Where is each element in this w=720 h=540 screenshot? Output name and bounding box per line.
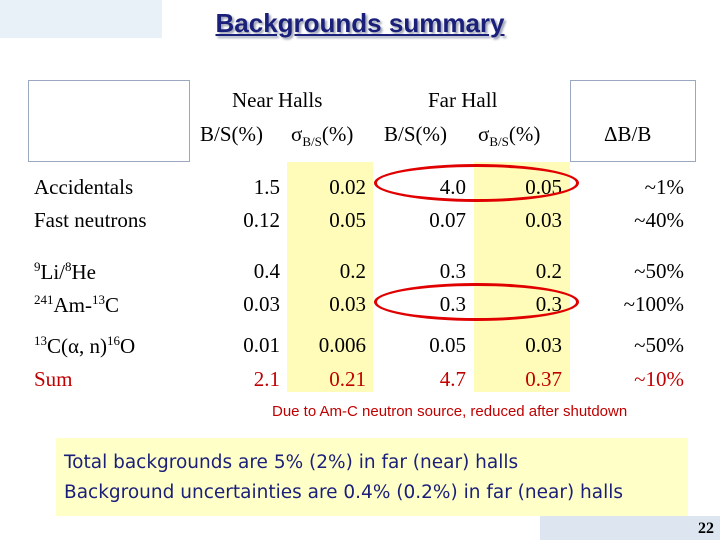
cell-near-bs: 0.03 (243, 292, 280, 316)
summary-line-uncertainty: Background uncertainties are 0.4% (0.2%) in far (near) halls (64, 482, 624, 503)
summary-line-total: Total backgrounds are 5% (2%) in far (near) halls (64, 452, 519, 473)
cell-near-bs: 0.4 (253, 259, 280, 283)
page-title: Backgrounds summary (215, 8, 505, 38)
cell-near-bs: 1.5 (253, 175, 280, 199)
label-part: Li/ (40, 260, 65, 284)
row-label-li-he (34, 259, 96, 285)
label-part: Am- (53, 293, 92, 317)
row-label-c-alpha-n-o (34, 333, 135, 359)
footer-bar (540, 516, 720, 540)
row-label-fast-neutrons: Fast neutrons (34, 208, 147, 232)
header-far-hall: Far Hall (428, 88, 498, 112)
cell-delta: ~100% (623, 292, 684, 316)
sigma-symbol: σ (478, 122, 490, 146)
header-delta-box (570, 80, 696, 162)
superscript: 241 (34, 292, 54, 307)
label-part: He (71, 260, 96, 284)
label-part: C (105, 293, 120, 317)
superscript: 16 (107, 333, 120, 348)
am-c-far-highlight-ellipse (374, 283, 579, 321)
label-part: O (120, 334, 136, 358)
header-far-sigma (478, 122, 540, 150)
cell-far-bs: 4.0 (439, 175, 466, 199)
am-c-footnote: Due to Am-C neutron source, reduced after shutdown (272, 403, 628, 420)
header-near-bs: B/S(%) (200, 122, 263, 146)
cell-near-bs: 0.12 (243, 208, 280, 232)
row-label-sum: Sum (34, 367, 73, 391)
sigma-symbol: σ (291, 122, 303, 146)
superscript: 9 (34, 259, 41, 274)
cell-far-sigma: 0.3 (535, 292, 562, 316)
cell-delta: ~10% (634, 367, 684, 391)
header-delta: ΔB/B (604, 122, 652, 146)
header-near-sigma (291, 122, 353, 150)
row-label-am-c (34, 292, 119, 318)
cell-far-sigma: 0.05 (525, 175, 562, 199)
header-label-box (28, 80, 190, 162)
sigma-tail: (%) (508, 122, 541, 146)
cell-near-bs: 0.01 (243, 333, 280, 357)
cell-far-sigma: 0.2 (535, 259, 562, 283)
cell-near-sigma: 0.02 (329, 175, 366, 199)
cell-far-sigma: 0.37 (525, 367, 562, 391)
sigma-subscript: B/S (302, 134, 322, 150)
summary-text (64, 448, 623, 508)
cell-delta: ~50% (634, 259, 684, 283)
cell-far-sigma: 0.03 (525, 333, 562, 357)
superscript: 8 (65, 259, 72, 274)
accidentals-far-highlight-ellipse (374, 164, 579, 202)
header-near-halls: Near Halls (232, 88, 323, 112)
sigma-tail: (%) (321, 122, 354, 146)
cell-near-sigma: 0.006 (318, 333, 366, 357)
cell-delta: ~50% (634, 333, 684, 357)
cell-far-bs: 0.3 (439, 259, 466, 283)
cell-delta: ~1% (644, 175, 684, 199)
cell-near-bs: 2.1 (253, 367, 280, 391)
superscript: 13 (92, 292, 105, 307)
row-label-accidentals: Accidentals (34, 175, 134, 199)
cell-near-sigma: 0.2 (339, 259, 366, 283)
cell-far-bs: 0.3 (439, 292, 466, 316)
cell-delta: ~40% (634, 208, 684, 232)
cell-far-bs: 0.07 (429, 208, 466, 232)
cell-near-sigma: 0.05 (329, 208, 366, 232)
cell-far-bs: 0.05 (429, 333, 466, 357)
header-far-bs: B/S(%) (384, 122, 447, 146)
cell-far-sigma: 0.03 (525, 208, 562, 232)
cell-near-sigma: 0.21 (329, 367, 366, 391)
label-part: C(α, n) (47, 334, 107, 358)
cell-far-bs: 4.7 (439, 367, 466, 391)
cell-near-sigma: 0.03 (329, 292, 366, 316)
superscript: 13 (34, 333, 47, 348)
page-number: 22 (698, 520, 714, 537)
sigma-subscript: B/S (489, 134, 509, 150)
